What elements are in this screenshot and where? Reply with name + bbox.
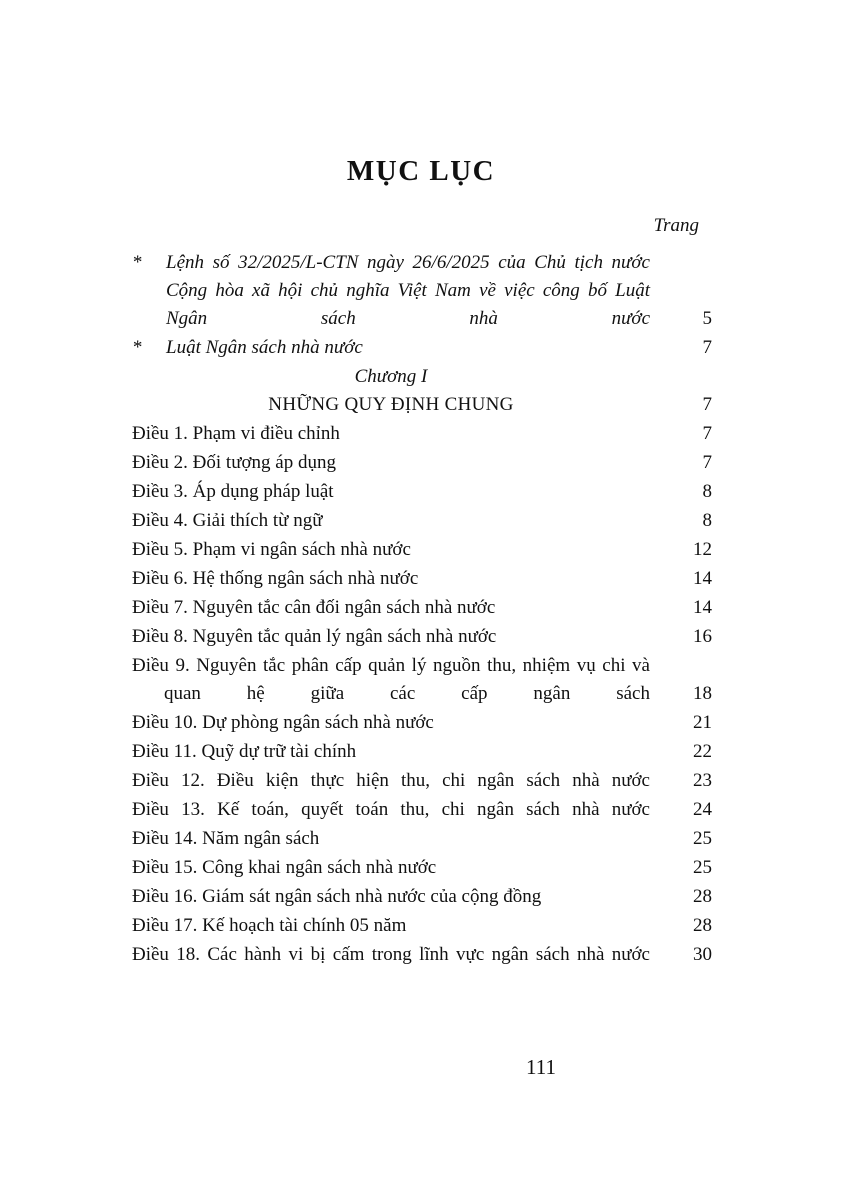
toc-entry-text: Điều 17. Kế hoạch tài chính 05 năm — [132, 915, 407, 936]
toc-entry[interactable] — [132, 565, 712, 593]
toc-entry-page: 21 — [693, 712, 712, 733]
toc-entry[interactable] — [132, 507, 712, 535]
toc-entry-page: 28 — [693, 915, 712, 936]
toc-entry[interactable] — [132, 478, 712, 506]
toc-entry-text: Điều 12. Điều kiện thực hiện thu, chi ngân sách nhà nước — [132, 770, 650, 791]
toc-entry[interactable] — [132, 796, 712, 824]
toc-entry[interactable] — [132, 738, 712, 766]
toc-entry[interactable] — [132, 420, 712, 448]
toc-entry-page: 7 — [702, 337, 712, 358]
toc-entry-text: Điều 13. Kế toán, quyết toán thu, chi ngân sách nhà nước — [132, 799, 650, 820]
toc-entry[interactable] — [132, 536, 712, 564]
toc-entry-page: 22 — [693, 741, 712, 762]
toc-entry-page: 23 — [693, 770, 712, 791]
toc-entry-page: 8 — [702, 481, 712, 502]
page-title: MỤC LỤC — [346, 155, 496, 187]
toc-entry-page: 7 — [702, 452, 712, 473]
toc-entry-page: 18 — [693, 683, 712, 704]
toc-entry-page: 5 — [702, 308, 712, 329]
star-marker: * — [132, 252, 142, 273]
toc-entry-text: Điều 7. Nguyên tắc cân đối ngân sách nhà nước — [132, 597, 496, 618]
toc-entry[interactable] — [132, 912, 712, 940]
toc-entry-page: 8 — [702, 510, 712, 531]
toc-entry[interactable] — [132, 941, 712, 969]
toc-entry-text: Luật Ngân sách nhà nước — [166, 337, 363, 358]
toc-entry-text: Điều 5. Phạm vi ngân sách nhà nước — [132, 539, 411, 560]
toc-entry-page: 16 — [693, 626, 712, 647]
page-column-header: Trang — [653, 215, 699, 236]
toc-entry-text: Điều 9. Nguyên tắc phân cấp quản lý nguồn thu, nhiệm vụ chi và quan hệ giữa các cấp ngân sách — [132, 655, 650, 704]
toc-entry-text: Điều 10. Dự phòng ngân sách nhà nước — [132, 712, 434, 733]
toc-entry-page: 14 — [693, 597, 712, 618]
toc-entry[interactable] — [132, 825, 712, 853]
toc-entry-page: 25 — [693, 828, 712, 849]
toc-entry[interactable] — [132, 449, 712, 477]
toc-entry[interactable] — [132, 709, 712, 737]
toc-entry-text: Điều 4. Giải thích từ ngữ — [132, 510, 323, 531]
toc-entry[interactable] — [132, 652, 712, 708]
toc-entry-text: Điều 11. Quỹ dự trữ tài chính — [132, 741, 357, 762]
toc-entry-page: 25 — [693, 857, 712, 878]
chapter-name: NHỮNG QUY ĐỊNH CHUNG — [268, 394, 514, 415]
toc-entry-page: 7 — [702, 423, 712, 444]
star-marker: * — [132, 337, 142, 358]
toc-entry[interactable] — [132, 623, 712, 651]
toc-entry[interactable] — [132, 594, 712, 622]
toc-entry[interactable] — [132, 767, 712, 795]
toc-entry-text: Điều 14. Năm ngân sách — [132, 828, 320, 849]
toc-entry-text: Điều 6. Hệ thống ngân sách nhà nước — [132, 568, 419, 589]
chapter-label: Chương I — [354, 366, 428, 387]
table-of-contents — [132, 215, 712, 970]
toc-entry[interactable] — [132, 334, 712, 362]
toc-entry-text: Điều 8. Nguyên tắc quản lý ngân sách nhà nước — [132, 626, 497, 647]
toc-entry-text: Điều 2. Đối tượng áp dụng — [132, 452, 336, 473]
toc-entry-page: 7 — [702, 394, 712, 415]
toc-entry-text: Điều 16. Giám sát ngân sách nhà nước của cộng đồng — [132, 886, 542, 907]
toc-chapter[interactable] — [132, 363, 712, 419]
toc-entry-text: Điều 18. Các hành vi bị cấm trong lĩnh vực ngân sách nhà nước — [132, 944, 650, 965]
toc-entry-text: Điều 15. Công khai ngân sách nhà nước — [132, 857, 437, 878]
toc-entry-page: 30 — [693, 944, 712, 965]
toc-entry-text: Điều 1. Phạm vi điều chỉnh — [132, 423, 340, 444]
toc-entry[interactable] — [132, 883, 712, 911]
toc-entry-text: Điều 3. Áp dụng pháp luật — [132, 481, 334, 502]
folio-page-number: 111 — [526, 1055, 556, 1079]
toc-entry-page: 24 — [693, 799, 712, 820]
toc-entry-page: 28 — [693, 886, 712, 907]
toc-entry[interactable] — [132, 249, 712, 333]
toc-entry-text: Lệnh số 32/2025/L-CTN ngày 26/6/2025 của Chủ tịch nước Cộng hòa xã hội chủ nghĩa Việt Nam về việc công bố Luật Ngân sách nhà nước — [166, 252, 650, 329]
toc-entry-page: 14 — [693, 568, 712, 589]
toc-entry-page: 12 — [693, 539, 712, 560]
toc-entry[interactable] — [132, 854, 712, 882]
